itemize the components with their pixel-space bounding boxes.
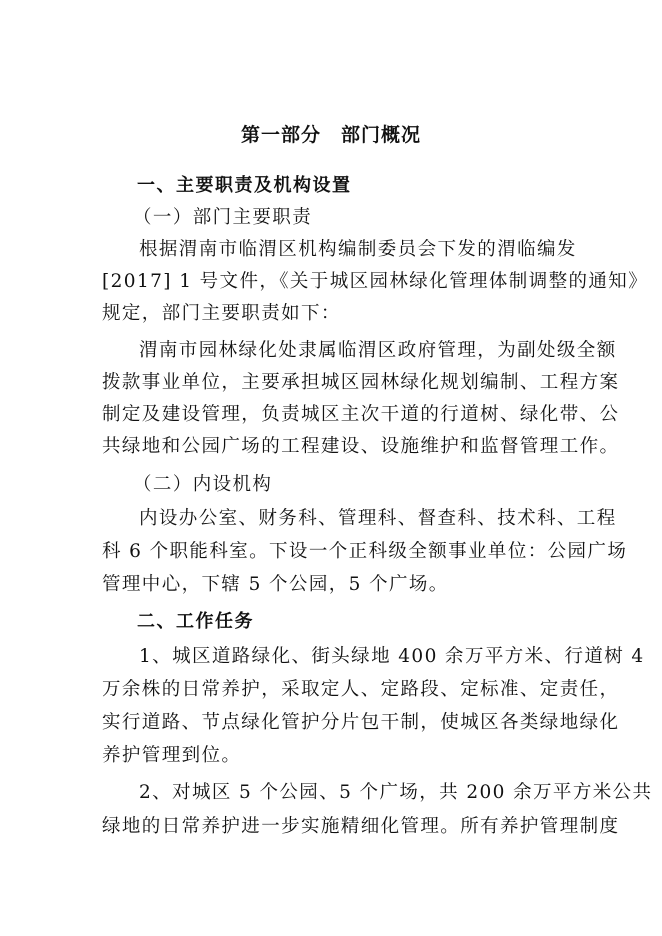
paragraph-line: 拨款事业单位，主要承担城区园林绿化规划编制、工程方案 [102,372,620,393]
paragraph-line: 绿地的日常养护进一步实施精细化管理。所有养护管理制度 [102,816,620,837]
paragraph-line: 根据渭南市临渭区机构编制委员会下发的渭临编发 [139,239,577,260]
paragraph-line: 规定，部门主要职责如下： [102,303,341,324]
paragraph-line: 实行道路、节点绿化管护分片包干制，使城区各类绿地绿化 [102,712,620,733]
paragraph-line: 共绿地和公园广场的工程建设、设施维护和监督管理工作。 [102,436,620,457]
paragraph-line: 科 6 个职能科室。下设一个正科级全额事业单位：公园广场 [102,541,628,562]
paragraph-line: 内设办公室、财务科、管理科、督查科、技术科、工程 [139,508,617,529]
page-title: 第一部分 部门概况 [240,124,421,146]
paragraph-line: 万余株的日常养护，采取定人、定路段、定标准、定责任， [102,679,620,700]
paragraph-line: 2、对城区 5 个公园、5 个广场，共 200 余万平方米公共 [139,782,653,803]
paragraph-line: 管理中心，下辖 5 个公园，5 个广场。 [102,574,449,595]
section-heading-2: 二、工作任务 [137,611,254,632]
subsection-heading-1: （一）部门主要职责 [133,207,313,228]
paragraph-line: [2017] 1 号文件，《关于城区园林绿化管理体制调整的通知》 [102,271,649,292]
paragraph-line: 养护管理到位。 [102,745,242,766]
paragraph-line: 渭南市园林绿化处隶属临渭区政府管理，为副处级全额 [139,340,617,361]
subsection-heading-2: （二）内设机构 [133,474,273,495]
paragraph-line: 1、城区道路绿化、街头绿地 400 余万平方米、行道树 4 [139,646,645,667]
section-heading-1: 一、主要职责及机构设置 [137,175,352,196]
paragraph-line: 制定及建设管理，负责城区主次干道的行道树、绿化带、公 [102,404,620,425]
